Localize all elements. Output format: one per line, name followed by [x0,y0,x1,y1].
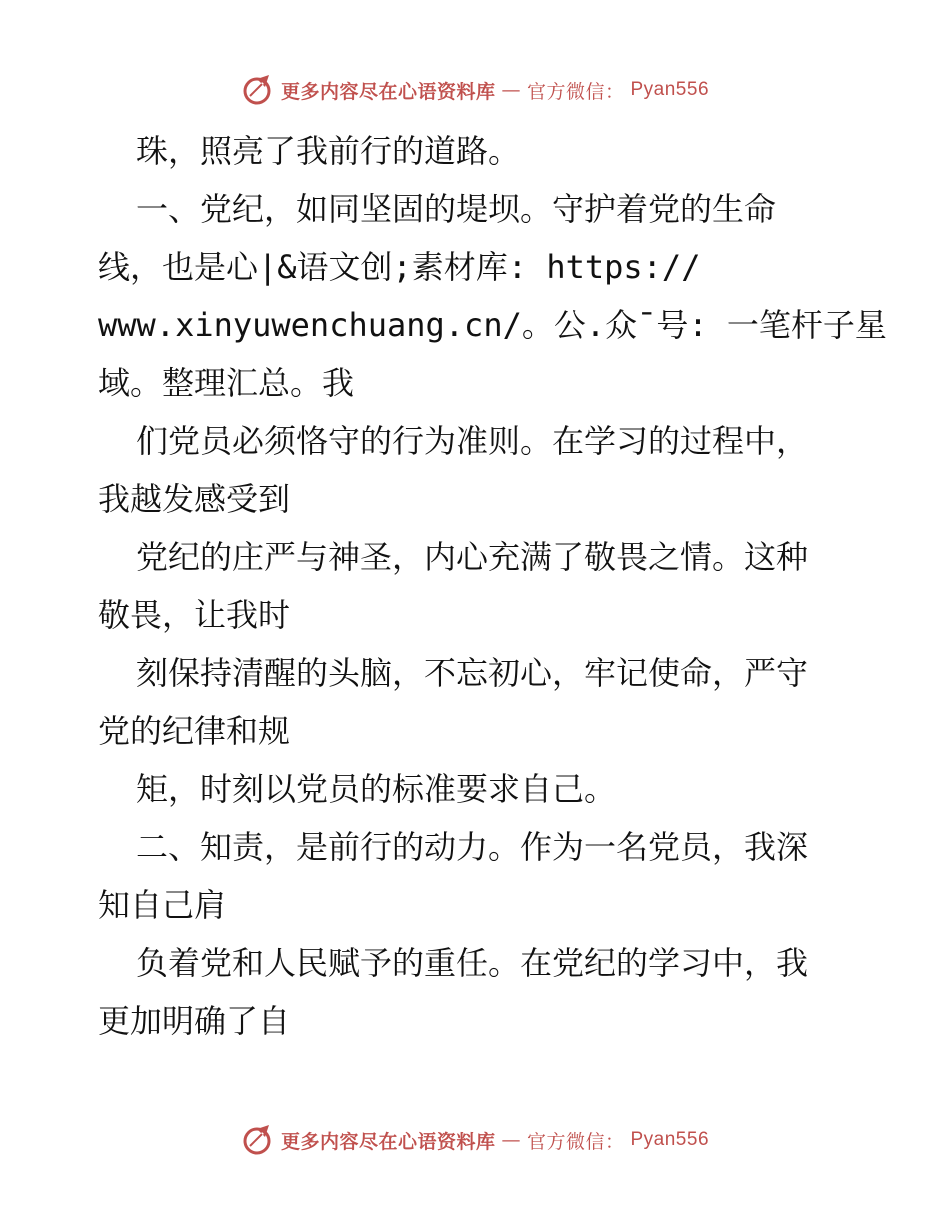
text-line: 们党员必须恪守的行为准则。在学习的过程中， [136,422,809,460]
text-line: 知自己肩 [98,886,227,924]
text-line: 负着党和人民赋予的重任。在党纪的学习中，我 [136,944,809,982]
text-line: 刻保持清醒的头脑，不忘初心，牢记使命，严守 [136,654,809,692]
text-line: 党的纪律和规 [98,712,291,750]
banner-wechat-id: Pyan556 [630,79,710,100]
text-line: 矩，时刻以党员的标准要求自己。 [136,770,617,808]
pen-nib-circle-logo-icon [241,73,275,107]
banner-wechat-label: 官方微信： [526,1130,625,1153]
text-line: 敬畏，让我时 [98,596,291,634]
text-line: 珠，照亮了我前行的道路。 [136,132,521,170]
text-line: 线，也是心|&语文创;素材库: https:// [98,248,701,286]
document-body [98,122,887,1050]
text-line: www.xinyuwenchuang.cn/。公.众¯号: 一笔杆子星 [98,306,887,344]
banner-main-text: 更多内容尽在心语资料库 [280,1130,496,1153]
header-watermark-banner [0,70,950,110]
text-line: 我越发感受到 [98,480,291,518]
footer-watermark-banner [0,1120,950,1160]
text-line: 更加明确了自 [98,1002,291,1040]
pen-nib-circle-logo-icon [241,1123,275,1157]
banner-separator: — [501,79,521,101]
banner-separator: — [501,1129,521,1151]
banner-wechat-id: Pyan556 [630,1129,710,1150]
banner-main-text: 更多内容尽在心语资料库 [280,80,496,103]
text-line: 党纪的庄严与神圣，内心充满了敬畏之情。这种 [136,538,809,576]
text-line: 二、知责，是前行的动力。作为一名党员，我深 [136,828,809,866]
text-line: 一、党纪，如同坚固的堤坝。守护着党的生命 [136,190,777,228]
text-line: 域。整理汇总。我 [98,364,355,402]
banner-wechat-label: 官方微信： [526,80,625,103]
